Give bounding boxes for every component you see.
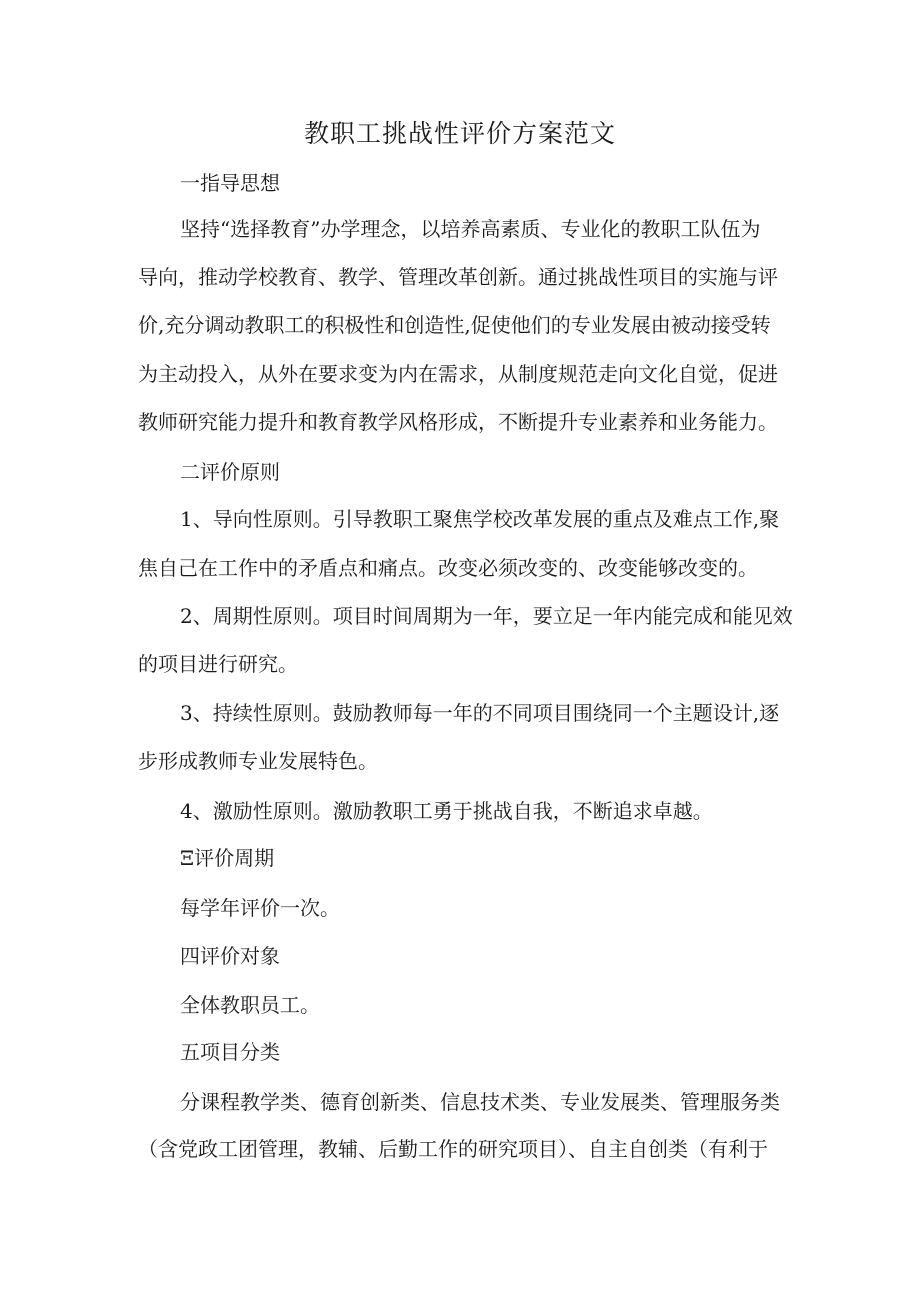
paragraph-line: 教师研究能力提升和教育教学风格形成，不断提升专业素养和业务能力。: [138, 410, 778, 434]
principle-line: 1、导向性原则。引导教职工聚焦学校改革发展的重点及难点工作,聚: [180, 507, 780, 531]
principle-line: 焦自己在工作中的矛盾点和痛点。改变必须改变的、改变能够改变的。: [138, 556, 758, 580]
paragraph-line: 分课程教学类、德育创新类、信息技术类、专业发展类、管理服务类: [180, 1090, 780, 1114]
section-heading: Ξ评价周期: [180, 846, 275, 870]
paragraph-line: 坚持“选择教育”办学理念，以培养高素质、专业化的教职工队伍为: [180, 217, 761, 241]
principle-line: 的项目进行研究。: [138, 652, 298, 676]
paragraph-line: 价,充分调动教职工的积极性和创造性,促使他们的专业发展由被动接受转: [138, 313, 771, 337]
principle-line: 3、持续性原则。鼓励教师每一年的不同项目围绕同一个主题设计,逐: [180, 701, 780, 725]
principle-line: 4、激励性原则。激励教职工勇于挑战自我，不断追求卓越。: [180, 799, 713, 823]
paragraph-line: 每学年评价一次。: [180, 896, 340, 920]
principle-line: 2、周期性原则。项目时间周期为一年，要立足一年内能完成和能见效: [180, 604, 793, 628]
document-title: 教职工挑战性评价方案范文: [303, 119, 616, 148]
paragraph-line: 导向，推动学校教育、教学、管理改革创新。通过挑战性项目的实施与评: [138, 265, 778, 289]
section-heading: 五项目分类: [180, 1040, 280, 1064]
section-heading: 四评价对象: [180, 944, 280, 968]
section-heading: 一指导思想: [180, 171, 280, 195]
section-heading: 二评价原则: [180, 460, 280, 484]
paragraph-line: 为主动投入，从外在要求变为内在需求，从制度规范走向文化自觉，促进: [138, 362, 778, 386]
paragraph-line: 全体教职员工。: [180, 993, 320, 1017]
paragraph-line: （含党政工团管理，教辅、后勤工作的研究项目）、自主自创类（有利于: [138, 1137, 768, 1161]
principle-line: 步形成教师专业发展特色。: [138, 749, 378, 773]
